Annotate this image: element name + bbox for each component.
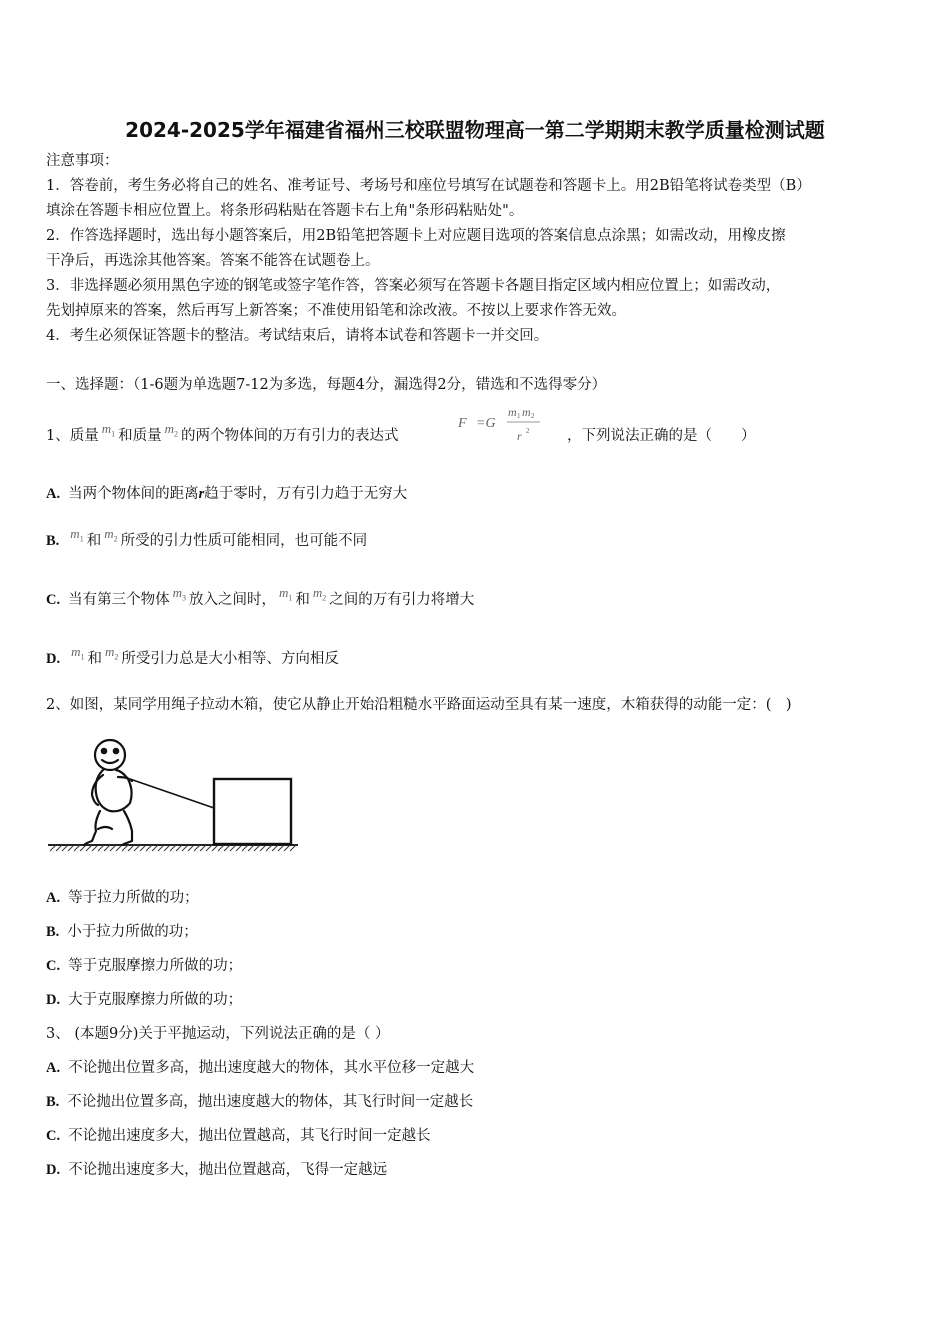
q2-option-d: D. 大于克服摩擦力所做的功； <box>46 992 243 1008</box>
m1-symbol: $m_1$ <box>70 526 84 544</box>
rope <box>130 779 214 808</box>
q2-option-c: C. 等于克服摩擦力所做的功； <box>46 958 243 974</box>
formula-exponent: 2 <box>526 427 530 435</box>
q2-option-a: A. 等于拉力所做的功； <box>46 890 199 906</box>
q3-option-c: C. 不论抛出速度多大，抛出位置越高，其飞行时间一定越长 <box>46 1128 431 1144</box>
q3-option-a: A. 不论抛出位置多高，抛出速度越大的物体，其水平位移一定越大 <box>46 1060 475 1076</box>
q1-mid2: 的两个物体间的万有引力的表达式 <box>181 428 399 444</box>
m1-symbol: $m_1$ <box>101 421 116 439</box>
formula-F: F <box>458 416 467 431</box>
question-1-stem <box>46 421 399 452</box>
option-letter: D. <box>46 651 61 667</box>
page-title: 2024-2025学年福建省福州三校联盟物理高一第二学期期末教学质量检测试题 <box>125 118 825 142</box>
gravitation-formula <box>456 402 556 452</box>
m1-symbol: $m_1$ <box>279 585 293 603</box>
m1-symbol: $m_1$ <box>71 644 85 662</box>
r-symbol: r <box>198 486 205 502</box>
notes-line: 4．考生必须保证答题卡的整洁。考试结束后，请将本试卷和答题卡一并交回。 <box>46 328 549 344</box>
option-letter: A. <box>46 486 61 502</box>
question-3-stem: 3、 (本题9分)关于平抛运动，下列说法正确的是（ ） <box>46 1026 390 1042</box>
notes-line: 1．答卷前，考生务必将自己的姓名、准考证号、考场号和座位号填写在试题卷和答题卡上。用2B铅笔将试卷类型（B） <box>46 178 811 194</box>
q1-prefix: 1、质量 <box>46 428 99 444</box>
notes-line: 干净后，再选涂其他答案。答案不能答在试题卷上。 <box>46 253 380 269</box>
option-letter: A. <box>46 1060 61 1076</box>
notes-line: 2．作答选择题时，选出每小题答案后，用2B铅笔把答题卡上对应题目选项的答案信息点涂黑；如需改动，用橡皮擦 <box>46 228 786 244</box>
formula-numerator-m1: m <box>508 405 517 419</box>
q3-option-d: D. 不论抛出速度多大，抛出位置越高，飞得一定越远 <box>46 1162 388 1178</box>
person-pulling-box-figure <box>46 733 302 855</box>
formula-numerator-m2: m <box>522 405 531 419</box>
option-letter: D. <box>46 1162 61 1178</box>
m3-symbol: $m_3$ <box>172 585 186 603</box>
formula-eqG: =G <box>476 416 496 431</box>
notes-line: 先划掉原来的答案，然后再写上新答案；不准使用铅笔和涂改液。不按以上要求作答无效。 <box>46 303 626 319</box>
person-figure <box>84 740 132 845</box>
formula-sub2: 2 <box>531 412 535 420</box>
notes-line: 3．非选择题必须用黑色字迹的钢笔或签字笔作答，答案必须写在答题卡各题目指定区域内相应位置上；如需改动， <box>46 278 781 294</box>
q1-mid1: 和质量 <box>118 428 162 444</box>
m2-symbol: $m_2$ <box>312 585 327 603</box>
q1-option-c: C. 当有第三个物体 $m_3$ 放入之间时， $m_1$ 和 $m_2$ 之间的万有引力将增大 <box>46 585 475 608</box>
q1-option-d: D. $m_1$ 和 $m_2$ 所受引力总是大小相等、方向相反 <box>46 644 339 667</box>
question-2-stem: 2、如图，某同学用绳子拉动木箱，使它从静止开始沿粗糙水平路面运动至具有某一速度，木箱获得的动能一定：( ) <box>46 697 792 713</box>
m2-symbol: $m_2$ <box>104 526 118 544</box>
q3-option-b: B. 不论抛出位置多高，抛出速度越大的物体，其飞行时间一定越长 <box>46 1094 474 1110</box>
option-letter: D. <box>46 992 61 1008</box>
q1-option-a: A. 当两个物体间的距离r趋于零时，万有引力趋于无穷大 <box>46 486 408 502</box>
option-letter: B. <box>46 533 60 549</box>
m2-symbol: $m_2$ <box>105 644 119 662</box>
option-letter: A. <box>46 890 61 906</box>
wooden-box <box>214 779 291 844</box>
q2-option-b: B. 小于拉力所做的功； <box>46 924 198 940</box>
formula-sub1: 1 <box>517 412 521 420</box>
formula-denominator-r: r <box>517 429 522 443</box>
notes-line: 填涂在答题卡相应位置上。将条形码粘贴在答题卡右上角"条形码粘贴处"。 <box>46 203 524 219</box>
option-letter: B. <box>46 924 60 940</box>
option-letter: C. <box>46 1128 61 1144</box>
notes-heading: 注意事项： <box>46 153 119 169</box>
section-heading: 一、选择题：（1-6题为单选题7-12为多选，每题4分，漏选得2分，错选和不选得零分） <box>46 377 607 393</box>
m2-symbol: $m_2$ <box>164 421 179 439</box>
option-letter: B. <box>46 1094 60 1110</box>
option-letter: C. <box>46 592 61 608</box>
q1-suffix: ，下列说法正确的是（ ） <box>567 428 756 444</box>
q1-option-b: B. $m_1$ 和 $m_2$ 所受的引力性质可能相同，也可能不同 <box>46 526 368 549</box>
option-letter: C. <box>46 958 61 974</box>
